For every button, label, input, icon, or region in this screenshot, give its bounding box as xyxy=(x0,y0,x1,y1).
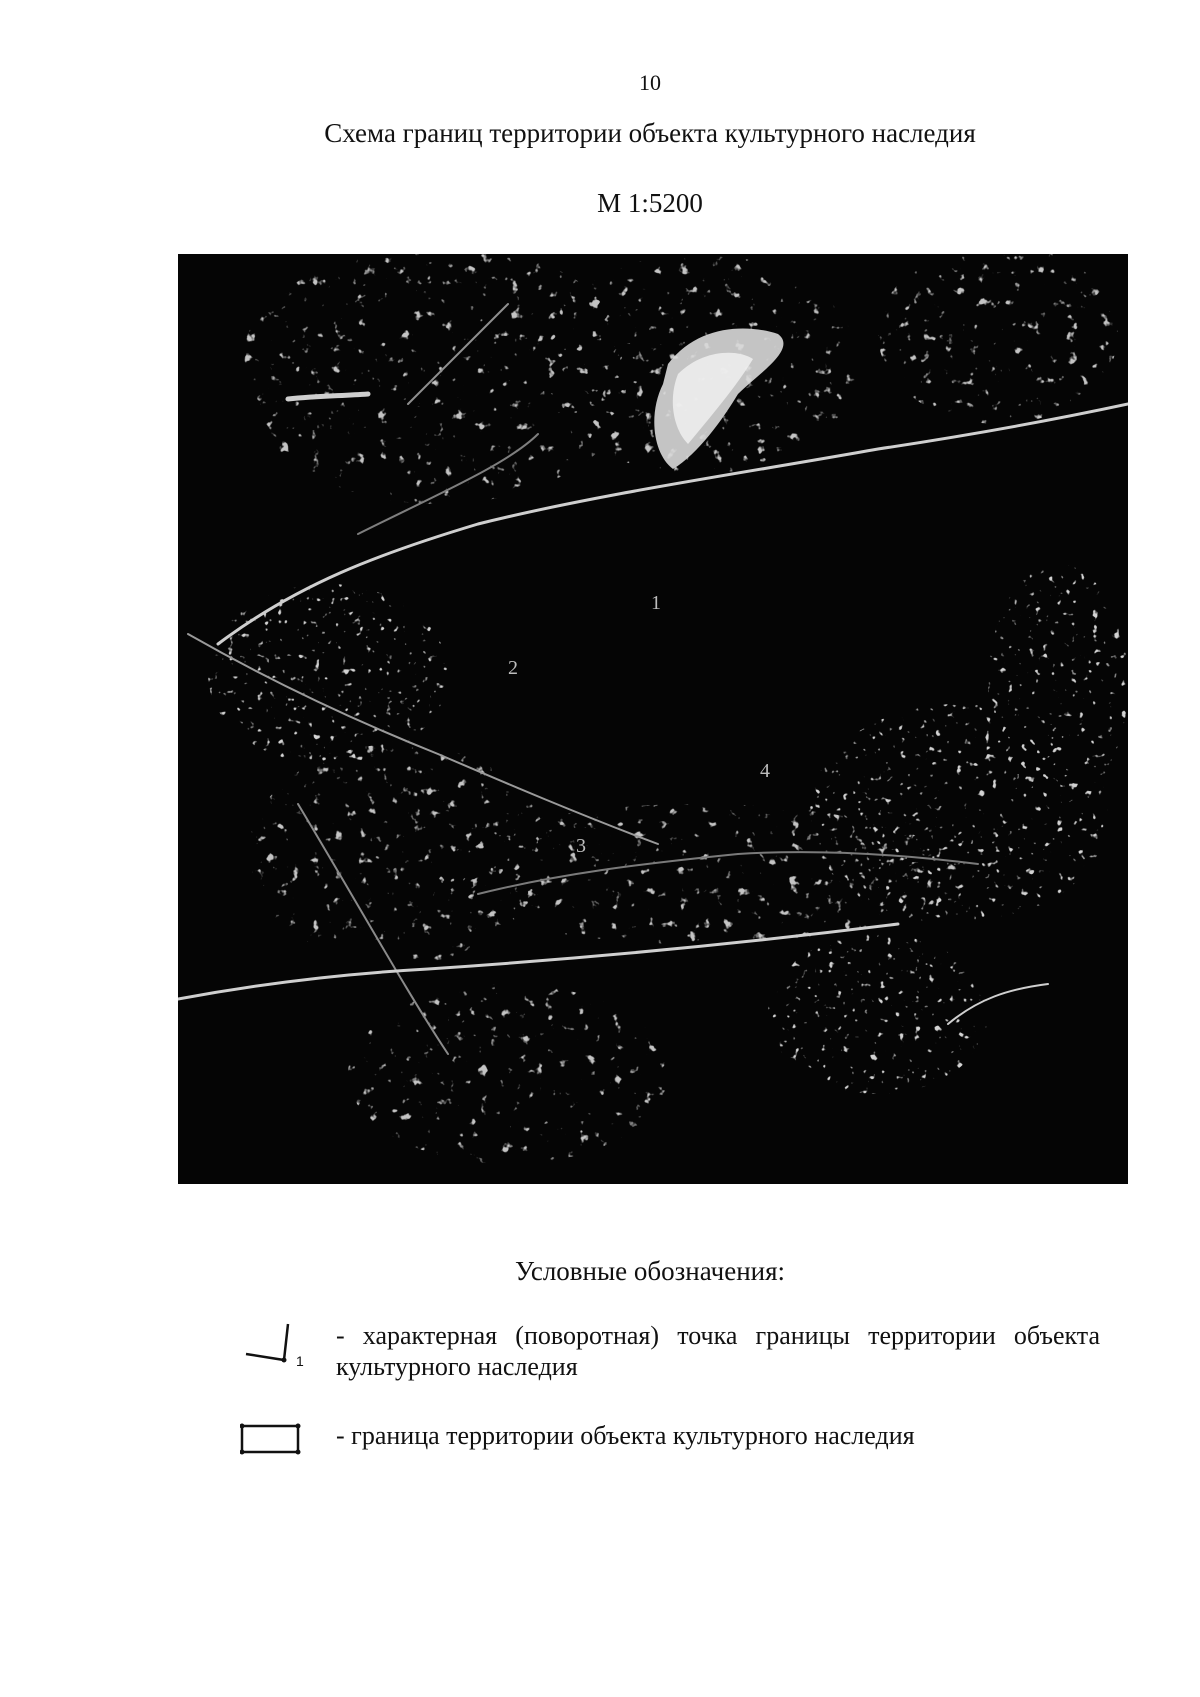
satellite-map-image xyxy=(178,254,1128,1184)
point-label-1: 1 xyxy=(651,592,661,614)
satellite-map xyxy=(178,254,1128,1184)
boundary-rectangle-icon xyxy=(240,1420,320,1480)
legend-text-turning-point: - характерная (поворотная) точка границы территории объекта культурного наследия xyxy=(336,1321,1100,1381)
point-label-2: 2 xyxy=(508,657,518,679)
turning-point-number: 1 xyxy=(296,1353,304,1369)
legend-item-turning-point xyxy=(240,1320,1100,1390)
page-number: 10 xyxy=(639,70,661,95)
document-title: Схема границ территории объекта культурного наследия xyxy=(324,118,976,148)
point-label-3: 3 xyxy=(576,835,586,857)
legend-text-boundary: - граница территории объекта культурного наследия xyxy=(336,1421,915,1450)
legend-item-boundary xyxy=(240,1420,1100,1470)
legend-title: Условные обозначения: xyxy=(514,1256,786,1286)
map-scale: М 1:5200 xyxy=(597,188,703,218)
turning-point-icon xyxy=(240,1320,320,1380)
point-label-4: 4 xyxy=(760,760,770,782)
